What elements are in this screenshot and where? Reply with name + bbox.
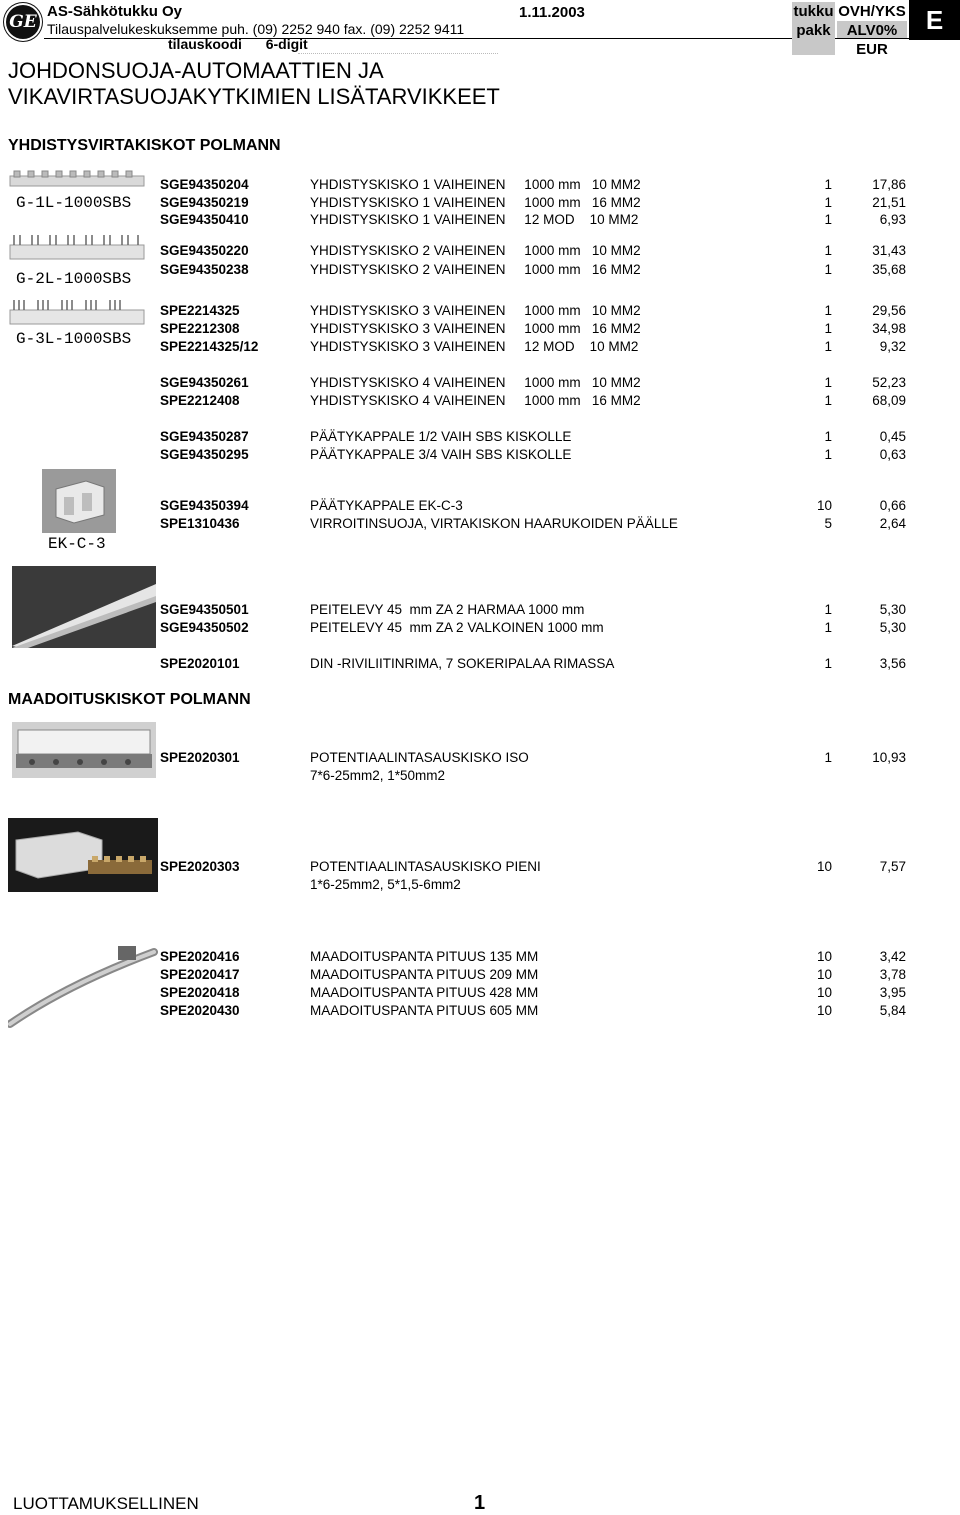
package-quantity: 1 (824, 195, 832, 210)
unit-price: 68,09 (872, 393, 906, 408)
unit-price: 31,43 (872, 243, 906, 258)
product-description: YHDISTYSKISKO 1 VAIHEINEN 1000 mm 16 MM2 (310, 195, 641, 210)
product-description: YHDISTYSKISKO 3 VAIHEINEN 1000 mm 16 MM2 (310, 321, 641, 336)
table-row (0, 302, 960, 320)
product-description: PEITELEVY 45 mm ZA 2 VALKOINEN 1000 mm (310, 620, 604, 635)
table-row (0, 446, 960, 464)
table-row (0, 984, 960, 1002)
product-description: DIN -RIVILIITINRIMA, 7 SOKERIPALAA RIMASSA (310, 656, 615, 671)
package-quantity: 1 (824, 656, 832, 671)
table-row (0, 601, 960, 619)
product-code: SGE94350394 (160, 498, 249, 513)
package-quantity: 1 (824, 243, 832, 258)
package-quantity: 5 (824, 516, 832, 531)
package-quantity: 1 (824, 750, 832, 765)
package-quantity: 1 (824, 339, 832, 354)
product-description: YHDISTYSKISKO 3 VAIHEINEN 1000 mm 10 MM2 (310, 303, 641, 318)
table-row (0, 619, 960, 637)
table-row (0, 211, 960, 229)
table-row (0, 194, 960, 212)
unit-price: 10,93 (872, 750, 906, 765)
label-g3l-1000sbs: G-3L-1000SBS (16, 330, 132, 348)
order-code-label (168, 36, 308, 52)
product-code: SPE2020101 (160, 656, 240, 671)
package-quantity: 1 (824, 303, 832, 318)
product-code: SPE2020418 (160, 985, 240, 1000)
product-description: MAADOITUSPANTA PITUUS 428 MM (310, 985, 539, 1000)
table-row (0, 515, 960, 533)
product-code: SPE2214325/12 (160, 339, 259, 354)
document-date: 1.11.2003 (519, 4, 585, 21)
table-row (0, 749, 960, 783)
package-quantity: 10 (816, 1003, 832, 1018)
unit-price: 3,78 (879, 967, 906, 982)
package-quantity: 1 (824, 212, 832, 227)
company-name: AS-Sähkötukku Oy (47, 3, 183, 20)
phone-fax-line: Tilauspalvelukeskuksemme puh. (09) 2252 940 fax. (09) 2252 9411 (47, 21, 465, 37)
col-tukku-line1: tukku (793, 3, 834, 20)
product-code: SGE94350204 (160, 177, 249, 192)
table-row (0, 176, 960, 194)
product-description: MAADOITUSPANTA PITUUS 605 MM (310, 1003, 539, 1018)
product-description: MAADOITUSPANTA PITUUS 135 MM (310, 949, 539, 964)
product-code: SGE94350287 (160, 429, 249, 444)
equipotential-busbar-small-image (8, 818, 158, 892)
page-title-line2: VIKAVIRTASUOJAKYTKIMIEN LISÄTARVIKKEET (8, 84, 500, 109)
order-code-text: tilauskoodi (168, 36, 242, 52)
product-description: YHDISTYSKISKO 2 VAIHEINEN 1000 mm 10 MM2 (310, 243, 641, 258)
table-row (0, 948, 960, 966)
table-row (0, 320, 960, 338)
col-price-line3: EUR (856, 41, 888, 58)
product-description: YHDISTYSKISKO 4 VAIHEINEN 1000 mm 16 MM2 (310, 393, 641, 408)
product-code: SPE2020417 (160, 967, 240, 982)
product-description: MAADOITUSPANTA PITUUS 209 MM (310, 967, 539, 982)
package-quantity: 1 (824, 429, 832, 444)
product-description: PÄÄTYKAPPALE 1/2 VAIH SBS KISKOLLE (310, 429, 572, 444)
unit-price: 5,30 (879, 602, 906, 617)
column-head-price (837, 2, 907, 58)
product-code: SGE94350295 (160, 447, 249, 462)
package-quantity: 10 (816, 949, 832, 964)
unit-price: 29,56 (872, 303, 906, 318)
package-quantity: 1 (824, 620, 832, 635)
section-heading-earthing-busbars: MAADOITUSKISKOT POLMANN (8, 691, 251, 708)
product-code: SGE94350410 (160, 212, 249, 227)
unit-price: 0,66 (879, 498, 906, 513)
table-row (0, 261, 960, 279)
section-letter-badge: E (909, 0, 960, 40)
product-description: YHDISTYSKISKO 2 VAIHEINEN 1000 mm 16 MM2 (310, 262, 641, 277)
product-description: VIRROITINSUOJA, VIRTAKISKON HAARUKOIDEN PÄÄLLE (310, 516, 678, 531)
table-row (0, 497, 960, 515)
ge-logo: GE (4, 3, 42, 41)
package-quantity: 10 (816, 985, 832, 1000)
unit-price: 3,42 (879, 949, 906, 964)
unit-price: 35,68 (872, 262, 906, 277)
label-g1l-1000sbs: G-1L-1000SBS (16, 194, 132, 212)
product-description: YHDISTYSKISKO 1 VAIHEINEN 12 MOD 10 MM2 (310, 212, 639, 227)
product-code: SPE2214325 (160, 303, 240, 318)
col-price-line2: ALV0% (846, 22, 898, 39)
product-description: POTENTIAALINTASAUSKISKO ISO (310, 750, 529, 765)
table-row (0, 374, 960, 392)
package-quantity: 1 (824, 321, 832, 336)
section-heading-connection-busbars: YHDISTYSVIRTAKISKOT POLMANN (8, 137, 281, 154)
package-quantity: 1 (824, 602, 832, 617)
col-tukku-line2: pakk (796, 22, 831, 39)
page-title-line1: JOHDONSUOJA-AUTOMAATTIEN JA (8, 58, 384, 83)
product-code: SPE1310436 (160, 516, 240, 531)
column-head-tukku (792, 2, 835, 55)
product-code: SGE94350501 (160, 602, 249, 617)
product-code: SGE94350238 (160, 262, 249, 277)
unit-price: 52,23 (872, 375, 906, 390)
faint-rule (298, 53, 498, 54)
product-code: SPE2020416 (160, 949, 240, 964)
table-row (0, 1002, 960, 1020)
unit-price: 21,51 (872, 195, 906, 210)
product-code: SPE2020430 (160, 1003, 240, 1018)
digits-text: 6-digit (265, 36, 308, 52)
package-quantity: 10 (816, 498, 832, 513)
table-row (0, 966, 960, 984)
page-number: 1 (474, 1492, 486, 1514)
unit-price: 17,86 (872, 177, 906, 192)
unit-price: 6,93 (879, 212, 906, 227)
package-quantity: 10 (816, 859, 832, 874)
product-code: SPE2020301 (160, 750, 240, 765)
table-row (0, 428, 960, 446)
product-description: YHDISTYSKISKO 1 VAIHEINEN 1000 mm 10 MM2 (310, 177, 641, 192)
package-quantity: 1 (824, 375, 832, 390)
product-description-detail: 7*6-25mm2, 1*50mm2 (310, 768, 446, 783)
package-quantity: 1 (824, 447, 832, 462)
table-row (0, 858, 960, 892)
product-code: SGE94350220 (160, 243, 249, 258)
unit-price: 3,56 (879, 656, 906, 671)
confidential-label: LUOTTAMUKSELLINEN (13, 1494, 199, 1513)
unit-price: 7,57 (879, 859, 906, 874)
product-description: YHDISTYSKISKO 3 VAIHEINEN 12 MOD 10 MM2 (310, 339, 639, 354)
table-row (0, 242, 960, 260)
package-quantity: 1 (824, 177, 832, 192)
table-row (0, 338, 960, 356)
label-g2l-1000sbs: G-2L-1000SBS (16, 270, 132, 288)
unit-price: 9,32 (879, 339, 906, 354)
package-quantity: 1 (824, 262, 832, 277)
package-quantity: 1 (824, 393, 832, 408)
product-code: SGE94350502 (160, 620, 249, 635)
unit-price: 0,45 (879, 429, 906, 444)
unit-price: 5,84 (879, 1003, 906, 1018)
product-code: SGE94350261 (160, 375, 249, 390)
unit-price: 2,64 (879, 516, 906, 531)
product-code: SPE2020303 (160, 859, 240, 874)
unit-price: 3,95 (879, 985, 906, 1000)
product-description: PÄÄTYKAPPALE 3/4 VAIH SBS KISKOLLE (310, 447, 572, 462)
product-code: SGE94350219 (160, 195, 249, 210)
unit-price: 5,30 (879, 620, 906, 635)
unit-price: 0,63 (879, 447, 906, 462)
product-description: YHDISTYSKISKO 4 VAIHEINEN 1000 mm 10 MM2 (310, 375, 641, 390)
label-ek-c-3: EK-C-3 (48, 535, 106, 553)
unit-price: 34,98 (872, 321, 906, 336)
package-quantity: 10 (816, 967, 832, 982)
product-code: SPE2212408 (160, 393, 240, 408)
product-description-detail: 1*6-25mm2, 5*1,5-6mm2 (310, 877, 461, 892)
table-row (0, 392, 960, 410)
product-code: SPE2212308 (160, 321, 240, 336)
table-row (0, 655, 960, 673)
product-description: PEITELEVY 45 mm ZA 2 HARMAA 1000 mm (310, 602, 585, 617)
col-price-line1: OVH/YKS (838, 3, 906, 20)
product-description: PÄÄTYKAPPALE EK-C-3 (310, 498, 463, 513)
product-description: POTENTIAALINTASAUSKISKO PIENI (310, 859, 541, 874)
